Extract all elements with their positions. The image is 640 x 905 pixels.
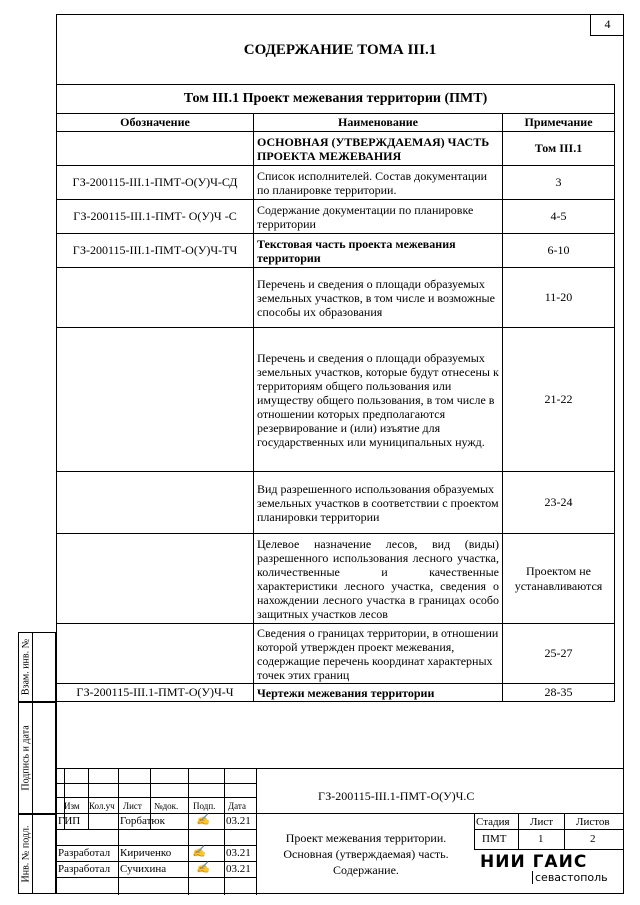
doc-title-line-2: Основная (утверждаемая) часть. [283, 847, 449, 861]
col-kolvo: Кол.уч [89, 801, 115, 811]
side-stamp-replace [18, 632, 56, 702]
date-gip: 03.21 [226, 815, 251, 827]
table-row [57, 200, 615, 234]
col-ndoc: №док. [154, 801, 179, 811]
side-label-inventory: Инв. № подл. [20, 825, 31, 883]
doc-title-line-3: Содержание. [333, 863, 399, 877]
table-row [57, 268, 615, 328]
row-note: 28-35 [503, 684, 615, 702]
row-code [57, 328, 254, 472]
row-note: 23-24 [503, 472, 615, 534]
sheet-value: 1 [538, 833, 544, 845]
row-name: Перечень и сведения о площади образуемых земельных участков, в том числе и возможные способы их образования [254, 268, 503, 328]
stage-value: ПМТ [482, 833, 507, 845]
name-gip: Горбатюк [120, 815, 165, 827]
header-name: Наименование [254, 114, 503, 132]
table-row [57, 166, 615, 200]
sheets-value: 2 [590, 833, 596, 845]
row-name: Целевое назначение лесов, вид (виды) разрешенного использования лесного участка, количественные и качественные характеристики лесного участка, сведения о нахождении лесного участка в границах особо защитных участков лесов [254, 534, 503, 624]
header-designation: Обозначение [57, 114, 254, 132]
row-name: Чертежи межевания территории [254, 684, 503, 702]
row-code [57, 624, 254, 684]
row-name: ОСНОВНАЯ (УТВЕРЖДАЕМАЯ) ЧАСТЬ ПРОЕКТА МЕЖЕВАНИЯ [254, 132, 503, 166]
page-title: СОДЕРЖАНИЕ ТОМА III.1 [243, 42, 437, 58]
signature-dev-2: ✍ [196, 861, 210, 874]
sheets-header: Листов [576, 816, 610, 828]
col-list: Лист [123, 801, 142, 811]
table-row [57, 328, 615, 472]
row-code: ГЗ-200115-III.1-ПМТ-О(У)Ч-ТЧ [57, 234, 254, 268]
role-dev-2: Разработал [58, 863, 111, 875]
signature-dev-1: ✍ [192, 845, 206, 858]
side-stamp-signature [18, 702, 56, 814]
row-code [57, 472, 254, 534]
table-row [57, 132, 615, 166]
row-code: ГЗ-200115-III.1-ПМТ- О(У)Ч -С [57, 200, 254, 234]
table-row [57, 534, 615, 624]
row-name: Сведения о границах территории, в отношении которой утвержден проект межевания, содержащие перечень координат характерных точек этих границ [254, 624, 503, 684]
table-row [57, 684, 615, 702]
logo-main-text: НИИ ГАИС [480, 852, 588, 872]
table-row [57, 624, 615, 684]
company-logo [478, 852, 608, 886]
date-dev-1: 03.21 [226, 847, 251, 859]
header-note: Примечание [503, 114, 615, 132]
row-note: 25-27 [503, 624, 615, 684]
table-header-row [57, 114, 615, 132]
row-code [57, 534, 254, 624]
col-data: Дата [228, 801, 246, 811]
role-gip: ГИП [58, 815, 81, 827]
row-name: Содержание документации по планировке территории [254, 200, 503, 234]
row-note: Том III.1 [503, 132, 615, 166]
doc-title-line-1: Проект межевания территории. [285, 831, 447, 845]
table-row [57, 234, 615, 268]
table-caption-row [57, 85, 615, 114]
row-note: 4-5 [503, 200, 615, 234]
table-row [57, 472, 615, 534]
row-note: 21-22 [503, 328, 615, 472]
row-code [57, 268, 254, 328]
row-code: ГЗ-200115-III.1-ПМТ-О(У)Ч-Ч [57, 684, 254, 702]
role-dev-1: Разработал [58, 847, 111, 859]
row-name: Текстовая часть проекта межевания территории [254, 234, 503, 268]
name-dev-2: Сучихина [120, 863, 167, 875]
row-name: Список исполнителей. Состав документации по планировке территории. [254, 166, 503, 200]
col-izm: Изм [64, 801, 80, 811]
side-stamp-inventory [18, 814, 56, 894]
sheet-header: Лист [530, 816, 554, 828]
stamp-doc-code: ГЗ-200115-III.1-ПМТ-О(У)Ч.С [318, 789, 475, 803]
table-caption: Том III.1 Проект межевания территории (ПМТ) [57, 85, 615, 114]
row-name: Перечень и сведения о площади образуемых земельных участков, которые будут отнесены к территориям общего пользования или имуществу общего пользования, в том числе в отношении которых предполагаются резервирование и (или) изъятие для государственных или муниципальных нужд. [254, 328, 503, 472]
row-note: 3 [503, 166, 615, 200]
date-dev-2: 03.21 [226, 863, 251, 875]
col-podp: Подп. [193, 801, 216, 811]
name-dev-1: Кириченко [120, 847, 172, 859]
contents-table [56, 84, 615, 702]
row-code: ГЗ-200115-III.1-ПМТ-О(У)Ч-СД [57, 166, 254, 200]
logo-sub-text: севастополь [532, 871, 608, 884]
row-name: Вид разрешенного использования образуемых земельных участков в соответствии с проектом планировки территории [254, 472, 503, 534]
row-code [57, 132, 254, 166]
signature-gip: ✍ [196, 813, 210, 826]
stage-header: Стадия [476, 816, 510, 828]
side-label-replace: Взам. инв. № [20, 638, 31, 696]
page-number: 4 [590, 14, 624, 36]
row-note: 11-20 [503, 268, 615, 328]
row-note: Проектом не устанавливаются [503, 534, 615, 624]
row-note: 6-10 [503, 234, 615, 268]
side-label-signature: Подпись и дата [20, 725, 31, 791]
